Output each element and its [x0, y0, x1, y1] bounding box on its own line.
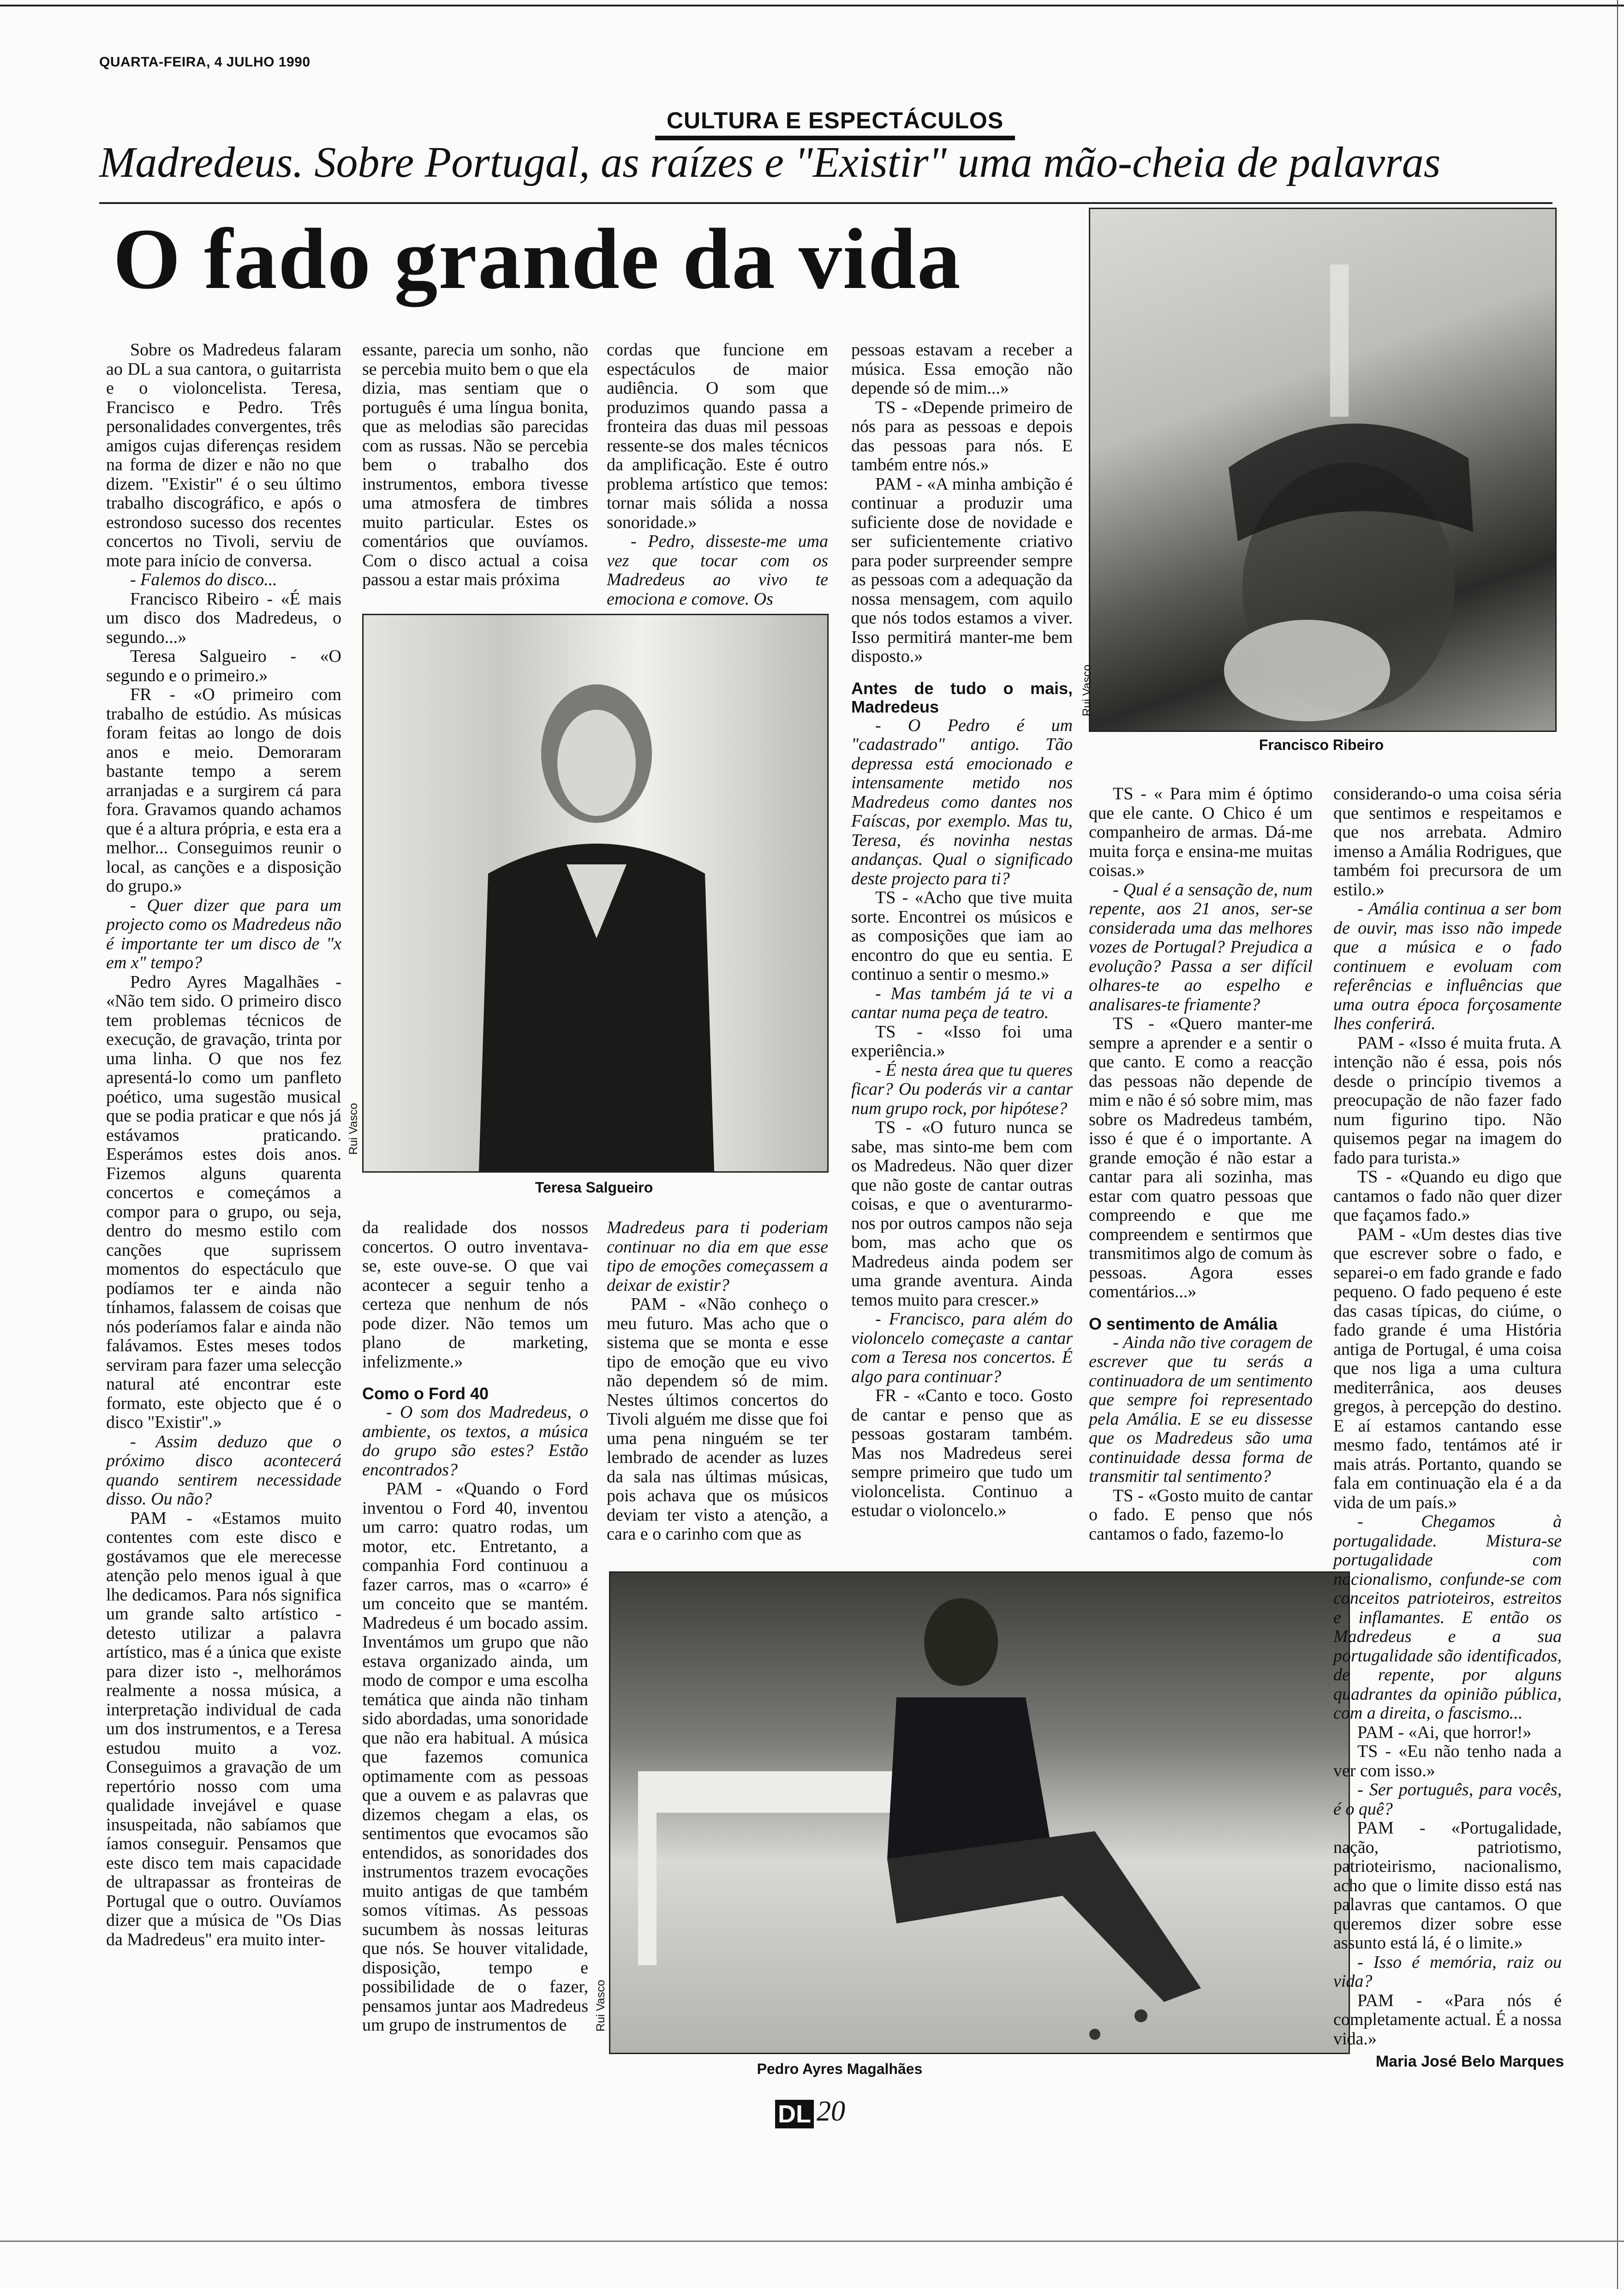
- francisco-credit: Rui Vasco: [1081, 665, 1093, 717]
- question: Madredeus para ti poderiam continuar no dia em que esse tipo de emoções começassem a deixar de existir?: [607, 1218, 828, 1295]
- francisco-caption: Francisco Ribeiro: [1259, 737, 1384, 753]
- question: - Mas também já te vi a cantar numa peça de teatro.: [851, 983, 1073, 1022]
- teresa-credit: Rui Vasco: [347, 1103, 360, 1155]
- body-paragraph: PAM - «Um destes dias tive que escrever sobre o fado, e separei-o em fado grande e fado pequeno. O fado pequeno é este das casas típicas, do ciúme, o fado grande é uma História antiga de Portugal, é uma coisa que nos liga a uma cultura mediterrânica, aos deuses gregos, à percepção do destino. E aí estamos cantando esse mesmo fado, tentámos até ir mais atrás. Portanto, quando se fala em continuação ela é a da vida de um país.»: [1333, 1224, 1562, 1512]
- body-paragraph: cordas que funcione em espectáculos de maior audiência. O som que produzimos quando passa a fronteira das duas mil pessoas ressente-se dos males técnicos da amplificação. Este é outro problema artístico que temos: tornar mais sólida a nossa sonoridade.»: [607, 340, 828, 532]
- body-paragraph: PAM - «Estamos muito contentes com este disco e gostávamos que ele merecesse atenção pelo menos igual à que lhe dedicamos. Para nós significa um grande salto artístico - detesto utilizar a palavra artístico, mas é a única que existe para dizer isto -, melhorámos realmente a nossa música, a interpretação individual de cada um dos instrumentos, e a Teresa estudou muito a voz. Conseguimos a gravação de um repertório nosso com uma qualidade invejável e quase insuspeitada, não sabíamos que íamos conseguir. Pensamos que este disco tem mais capacidade de ultrapassar as fronteiras de Portugal que o outro. Ouvíamos dizer que a música de "Os Dias da Madredeus" era muito inter-: [106, 1508, 341, 1949]
- page-number: 20: [816, 2096, 845, 2127]
- portrait-photo-icon: [1090, 209, 1555, 731]
- body-paragraph: TS - «Quando eu digo que cantamos o fado não quer dizer que façamos fado.»: [1333, 1167, 1562, 1225]
- question: - Falemos do disco...: [130, 570, 277, 589]
- column-1: [106, 341, 341, 1949]
- francisco-photo: [1089, 208, 1557, 732]
- body-paragraph: PAM - «Não conheço o meu futuro. Mas acho que o sistema que se monta e esse tipo de emoção que eu vivo não dependem só de mim. Nestes últimos concertos do Tivoli alguém me disse que foi uma pena ninguém se ter lembrado de acender as luzes da sala nas últimas músicas, pois achava que os músicos deviam ter visto a atenção, a cara e o carinho com que as: [607, 1294, 828, 1544]
- question: - Ainda não tive coragem de escrever que tu serás a continuadora de um sentimento que sempre foi representado pela Amália. E se eu dissesse que os Madredeus são uma continuidade dessa forma de transmitir tal sentimento?: [1089, 1332, 1313, 1486]
- pedro-photo: [609, 1571, 1350, 2054]
- bottom-rule: [0, 2241, 1624, 2242]
- question: - Qual é a sensação de, num repente, aos 21 anos, ser-se considerada uma das melhores vozes de Portugal? Prejudica a evolução? Passa a ser difícil olhares-te ao espelho e analisares-te friamente?: [1089, 880, 1313, 1014]
- body-paragraph: Sobre os Madredeus falaram ao DL a sua cantora, o guitarrista e o violoncelista. Teresa, Francisco e Pedro. Três personalidades convergentes, três amigos cujas diferenças residem na forma de dizer e não no que dizem. "Existir" é o seu último trabalho discográfico, e após o estrondoso sucesso dos recentes concertos no Tivoli, serviu de mote para início de conversa.: [106, 340, 341, 570]
- pedro-credit: Rui Vasco: [594, 1980, 607, 2032]
- column-2-bottom: [362, 1218, 588, 2035]
- body-paragraph: essante, parecia um sonho, não se percebia muito bem o que ela dizia, mas sentiam que o português é uma língua bonita, que as melodias são parecidas com as russas. Não se percebia bem o trabalho dos instrumentos, embora tivesse uma atmosfera de timbres muito particular. Estes os comentários que ouvíamos. Com o disco actual a coisa passou a estar mais próxima: [362, 340, 588, 589]
- question: - Isso é memória, raiz ou vida?: [1333, 1952, 1562, 1991]
- teresa-caption: Teresa Salgueiro: [535, 1179, 653, 1196]
- body-paragraph: TS - « Para mim é óptimo que ele cante. O Chico é um companheiro de armas. Dá-me muita força e ensina-me muitas coisas.»: [1089, 784, 1313, 880]
- subhead: Antes de tudo o mais, Madredeus: [851, 678, 1073, 716]
- headline: O fado grande da vida: [113, 210, 961, 307]
- portrait-photo-icon: [364, 615, 827, 1171]
- kicker: Madredeus. Sobre Portugal, as raízes e "Existir" uma mão-cheia de palavras: [99, 138, 1441, 186]
- body-paragraph: PAM - «Quando o Ford inventou o Ford 40, inventou um carro: quatro rodas, um motor, etc. Entretanto, a companhia Ford continuou a fazer carros, mas o «carro» é um conceito que se mantém. Madredeus é um bocado assim. Inventámos um grupo que não estava organizado ainda, um modo de compor e uma escolha temática que ainda não tinham sido abordadas, uma sonoridade que não era habitual. A música que fazemos comunica optimamente com as pessoas que a ouvem e as palavras que dizemos chegam a elas, os sentimentos que evocamos são entendidos, as sonoridades dos instrumentos trazem evocações muito antigas de que também somos vítimas. As pessoas sucumbem às nossas leituras que nós. Se houver vitalidade, disposição, tempo e possibilidade de o fazer, pensamos juntar aos Madredeus um grupo de instrumentos de: [362, 1479, 588, 2035]
- subhead: O sentimento de Amália: [1089, 1314, 1278, 1333]
- byline: Maria José Belo Marques: [1375, 2053, 1564, 2070]
- body-paragraph: PAM - «A minha ambição é continuar a produzir uma suficiente dose de novidade e ser suficientemente criativo para poder surpreender sempre as pessoas com a adequação da nossa mensagem, com aquilo que nós todos estamos a viver. Isso permitirá manter-me bem disposto.»: [851, 474, 1073, 666]
- body-paragraph: TS - «Depende primeiro de nós para as pessoas e depois das pessoas para nós. E também entre nós.»: [851, 397, 1073, 474]
- body-paragraph: TS - «Isso foi uma experiência.»: [851, 1022, 1073, 1061]
- body-paragraph: Francisco Ribeiro - «É mais um disco dos Madredeus, o segundo...»: [106, 589, 341, 647]
- body-paragraph: TS - «O futuro nunca se sabe, mas sinto-me bem com os Madredeus. Não quer dizer que não goste de cantar outras coisas, e que o aventurarmo-nos por outros campos não seja bom, mas acho que os Madredeus ainda podem ser uma grande aventura. Ainda temos muito para crescer.»: [851, 1118, 1073, 1310]
- portrait-photo-icon: [610, 1573, 1349, 2053]
- section-label: CULTURA E ESPECTÁCULOS: [655, 107, 1015, 140]
- body-paragraph: TS - «Acho que tive muita sorte. Encontrei os músicos e as composições que iam ao encontro do que eu sentia. E continuo a sentir o mesmo.»: [851, 888, 1073, 984]
- body-paragraph: FR - «Canto e toco. Gosto de cantar e penso que as pessoas gostaram também. Mas nos Madredeus serei sempre primeiro que tudo um violoncelista. Continuo a estudar o violoncelo.»: [851, 1386, 1073, 1520]
- question: - Chegamos à portugalidade. Mistura-se portugalidade com nacionalismo, confunde-se com conceitos patrioteiros, estreitos e inflamantes. E então os Madredeus e a sua portugalidade são identificados, de repente, por alguns quadrantes da opinião pública, com a direita, o fascismo...: [1333, 1512, 1562, 1723]
- question: - Quer dizer que para um projecto como os Madredeus não é importante ter um disco de "x em x" tempo?: [106, 895, 341, 972]
- column-4-bottom: [1089, 785, 1313, 1544]
- page-edge: [1617, 0, 1618, 2289]
- question: - Francisco, para além do violoncelo começaste a cantar com a Teresa nos concertos. É algo para continuar?: [851, 1309, 1073, 1386]
- dl-logo: DL: [775, 2100, 814, 2128]
- kicker-rule: [99, 202, 1552, 204]
- column-5: [1333, 785, 1562, 2049]
- body-paragraph: considerando-o uma coisa séria que sentimos e respeitamos e que nos arrebata. Admiro imenso a Amália Rodrigues, que também foi precursora de um estilo.»: [1333, 784, 1562, 899]
- body-paragraph: Pedro Ayres Magalhães - «Não tem sido. O primeiro disco tem problemas técnicos de execução, de gravação, trinta por uma linha. O que nos fez apresentá-lo como um panfleto poético, uma sugestão musical que se podia praticar e que nós já estávamos praticando. Esperámos estes dois anos. Fizemos alguns quarenta concertos e começámos a compor para o grupo, ou seja, dentro do mesmo estilo com canções que suprissem momentos do espectáculo que podíamos ter e ainda não tínhamos, falassem de coisas que nós poderíamos falar e ainda não falávamos. Estes meses todos serviram para fazer uma selecção natural até encontrar este formato, este objecto que é o disco "Existir".»: [106, 972, 341, 1432]
- question: - Amália continua a ser bom de ouvir, mas isso não impede que a música e o fado continuem e evoluam com referências e influências que uma outra época forçosamente lhes conferirá.: [1333, 899, 1562, 1033]
- body-paragraph: PAM - «Para nós é completamente actual. É a nossa vida.»: [1333, 1990, 1562, 2049]
- question: - Pedro, disseste-me uma vez que tocar com os Madredeus ao vivo te emociona e comove. Os: [607, 532, 828, 609]
- pedro-caption: Pedro Ayres Magalhães: [757, 2061, 923, 2077]
- dateline: QUARTA-FEIRA, 4 JULHO 1990: [99, 54, 310, 70]
- page-footer: [775, 2095, 845, 2128]
- body-paragraph: TS - «Gosto muito de cantar o fado. E penso que nós cantamos o fado, fazemo-lo: [1089, 1486, 1313, 1544]
- question: - Ser português, para vocês, é o quê?: [1333, 1780, 1562, 1819]
- teresa-photo: [362, 614, 829, 1173]
- column-3-bottom: [607, 1218, 828, 1544]
- body-paragraph: pessoas estavam a receber a música. Essa emoção não depende só de mim...»: [851, 340, 1073, 398]
- top-rule: [0, 5, 1624, 6]
- body-paragraph: FR - «O primeiro com trabalho de estúdio. As músicas foram feitas ao longo de dois anos e meio. Demoraram bastante tempo a serem arranjadas e a surgirem cá para fora. Gravamos quando achamos que é a altura própria, e esta era a melhor... Conseguimos reunir o local, as canções e a disposição do grupo.»: [106, 685, 341, 896]
- question: - É nesta área que tu queres ficar? Ou poderás vir a cantar num grupo rock, por hipótese?: [851, 1060, 1073, 1118]
- question: - O som dos Madredeus, o ambiente, os textos, a música do grupo são estes? Estão encontrados?: [362, 1402, 588, 1480]
- column-3-top: [607, 341, 828, 609]
- body-paragraph: PAM - «Isso é muita fruta. A intenção não é essa, pois nós desde o princípio tivemos a preocupação de não fazer fado num figurino tipo. Não quisemos pegar na imagem do fado para turista.»: [1333, 1033, 1562, 1168]
- question: - Assim deduzo que o próximo disco acontecerá quando sentirem necessidade disso. Ou não?: [106, 1432, 341, 1509]
- column-2-top: [362, 341, 588, 590]
- body-paragraph: PAM - «Portugalidade, nação, patriotismo, patrioteirismo, nacionalismo, acho que o limite disso está nas palavras que cantamos. O que queremos dizer sobre esse assunto está lá, é o limite.»: [1333, 1818, 1562, 1953]
- question: - O Pedro é um "cadastrado" antigo. Tão depressa está emocionado e intensamente metido nos Madredeus como dantes nos Faíscas, por exemplo. Mas tu, Teresa, és novinha nestas andanças. Qual o significado deste projecto para ti?: [851, 715, 1073, 888]
- column-4-top: [851, 341, 1073, 1521]
- body-paragraph: Teresa Salgueiro - «O segundo e o primeiro.»: [106, 647, 341, 685]
- body-paragraph: TS - «Quero manter-me sempre a aprender e a sentir o que canto. E como a reacção das pessoas não depende de mim e não é só sobre mim, mas sobre os Madredeus também, isso é que é o importante. A grande emoção é não estar a cantar para ali sozinha, mas estar com quatro pessoas que compreendo e que me compreendem e sentirmos que transmitimos algo de comum às pessoas. Agora esses comentários...»: [1089, 1014, 1313, 1301]
- subhead: Como o Ford 40: [362, 1384, 489, 1403]
- body-paragraph: TS - «Eu não tenho nada a ver com isso.»: [1333, 1742, 1562, 1780]
- body-paragraph: PAM - «Ai, que horror!»: [1357, 1722, 1532, 1742]
- body-paragraph: da realidade dos nossos concertos. O outro inventava-se, este ouve-se. O que vai acontecer a seguir tenho a certeza que nenhum de nós pode dizer. Não temos um plano de marketing, infelizmente.»: [362, 1218, 588, 1372]
